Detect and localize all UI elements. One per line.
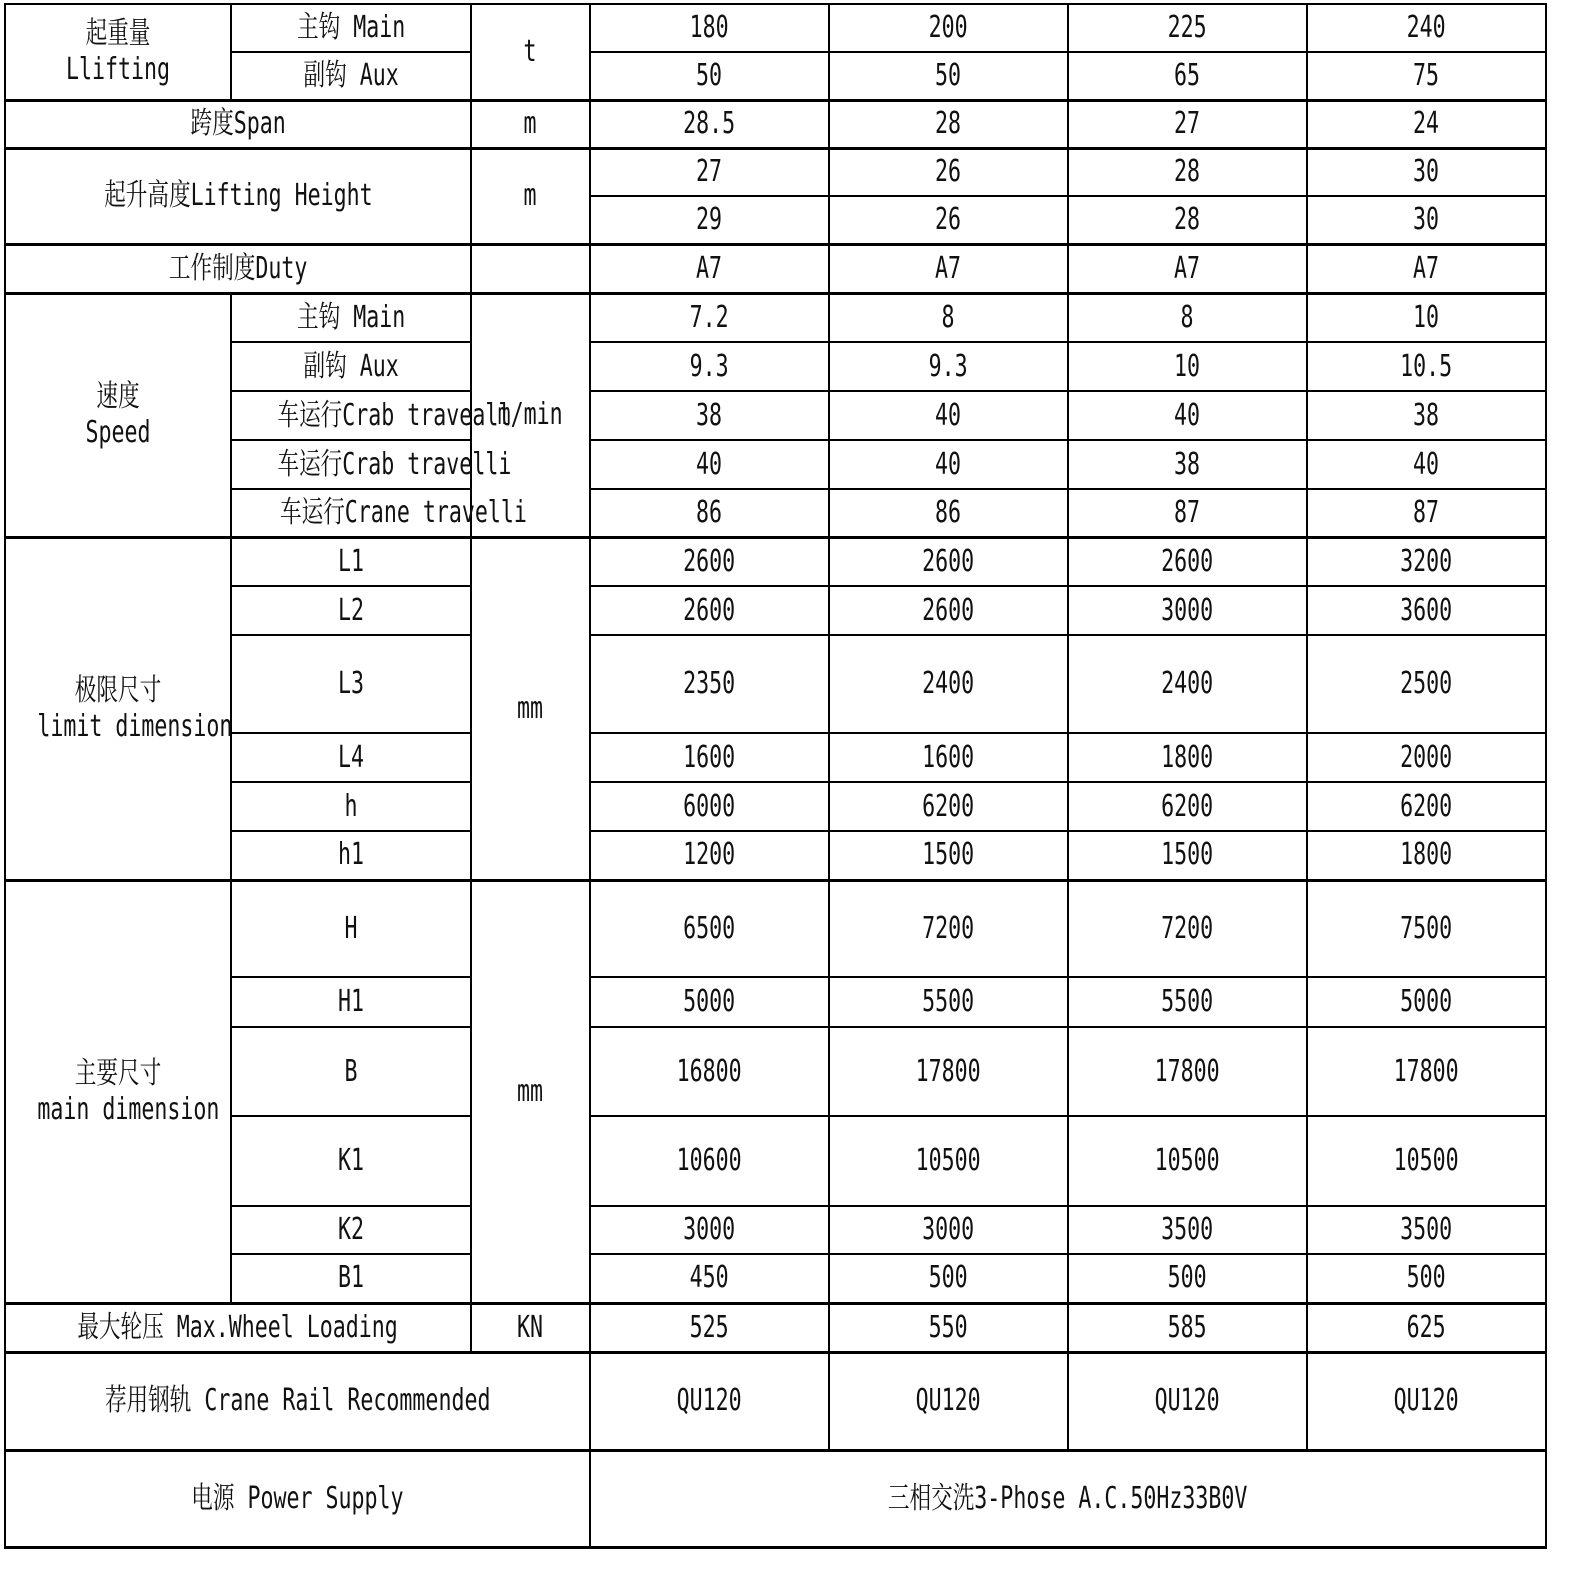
main-dimension-value: 10600 — [590, 1116, 829, 1206]
speed-value: 38 — [1068, 440, 1307, 489]
power-label: 电源 Power Supply — [5, 1450, 590, 1547]
main-dimension-value: 450 — [590, 1254, 829, 1303]
main-dimension-label-cn: 主要尺寸 — [74, 1055, 162, 1091]
main-dimension-value: 500 — [1068, 1254, 1307, 1303]
rail-label: 荐用钢轨 Crane Rail Recommended — [5, 1352, 590, 1450]
lifting-height-value: 28 — [1068, 196, 1307, 244]
limit-dimension-value: 1800 — [1307, 831, 1546, 880]
lifting-height-value: 29 — [590, 196, 829, 244]
limit-dimension-value: 2400 — [829, 635, 1068, 733]
span-value: 28 — [829, 100, 1068, 148]
limit-dimension-row-label: L3 — [231, 635, 471, 733]
duty-value: A7 — [1307, 244, 1546, 293]
speed-value: 10.5 — [1307, 342, 1546, 391]
limit-dimension-row-label: L2 — [231, 586, 471, 635]
speed-row-label: 车运行Crane travelli — [231, 489, 471, 537]
limit-dimension-value: 6200 — [1068, 782, 1307, 831]
lifting-height-value: 30 — [1307, 148, 1546, 196]
limit-dimension-row-label: L1 — [231, 537, 471, 586]
main-dimension-value: 7200 — [1068, 880, 1307, 977]
speed-value: 38 — [590, 391, 829, 440]
limit-dimension-value: 1600 — [590, 733, 829, 782]
speed-group-label — [5, 293, 231, 537]
limit-dimension-value: 1500 — [1068, 831, 1307, 880]
limit-dimension-value: 2600 — [829, 537, 1068, 586]
main-dimension-group-label — [5, 880, 231, 1303]
limit-dimension-value: 2600 — [590, 586, 829, 635]
main-dimension-value: 5500 — [1068, 977, 1307, 1027]
speed-value: 9.3 — [590, 342, 829, 391]
speed-value: 10 — [1307, 293, 1546, 342]
wheel-loading-unit: KN — [471, 1303, 590, 1352]
limit-dimension-value: 2600 — [1068, 537, 1307, 586]
duty-value: A7 — [829, 244, 1068, 293]
main-dimension-row-label: B1 — [231, 1254, 471, 1303]
speed-value: 40 — [829, 391, 1068, 440]
power-value: 三相交洗3-Phose A.C.50Hz33B0V — [590, 1450, 1546, 1547]
lifting-group-label — [5, 4, 231, 100]
lifting-main-value: 200 — [829, 4, 1068, 52]
main-dimension-row-label: K1 — [231, 1116, 471, 1206]
limit-dimension-label-cn: 极限尺寸 — [74, 672, 162, 708]
wheel-loading-label: 最大轮压 Max.Wheel Loading — [5, 1303, 471, 1352]
lifting-aux-value: 50 — [829, 52, 1068, 100]
main-dimension-value: 3500 — [1307, 1206, 1546, 1254]
main-dimension-value: 10500 — [1068, 1116, 1307, 1206]
speed-value: 86 — [590, 489, 829, 537]
duty-value: A7 — [590, 244, 829, 293]
limit-dimension-value: 1600 — [829, 733, 1068, 782]
lifting-height-label: 起升高度Lifting Height — [5, 148, 471, 244]
limit-dimension-value: 6000 — [590, 782, 829, 831]
limit-dimension-value: 6200 — [829, 782, 1068, 831]
lifting-unit: t — [471, 4, 590, 100]
main-dimension-value: 7200 — [829, 880, 1068, 977]
lifting-main-label: 主钩 Main — [231, 4, 471, 52]
limit-dimension-value: 6200 — [1307, 782, 1546, 831]
lifting-main-value: 225 — [1068, 4, 1307, 52]
main-dimension-value: 6500 — [590, 880, 829, 977]
main-dimension-label-en: main dimension — [37, 1091, 220, 1127]
limit-dimension-group-label — [5, 537, 231, 880]
main-dimension-unit: mm — [471, 880, 590, 1303]
span-value: 28.5 — [590, 100, 829, 148]
main-dimension-value: 10500 — [1307, 1116, 1546, 1206]
main-dimension-value: 5000 — [590, 977, 829, 1027]
duty-value: A7 — [1068, 244, 1307, 293]
wheel-loading-value: 585 — [1068, 1303, 1307, 1352]
lifting-height-value: 30 — [1307, 196, 1546, 244]
speed-value: 87 — [1307, 489, 1546, 537]
rail-value: QU120 — [829, 1352, 1068, 1450]
speed-label-en: Speed — [85, 415, 151, 450]
main-dimension-value: 3500 — [1068, 1206, 1307, 1254]
lifting-aux-label: 副钩 Aux — [231, 52, 471, 100]
speed-value: 38 — [1307, 391, 1546, 440]
speed-row-label: 车运行Crab travelli — [231, 440, 471, 489]
speed-value: 40 — [590, 440, 829, 489]
rail-value: QU120 — [1068, 1352, 1307, 1450]
main-dimension-value: 5000 — [1307, 977, 1546, 1027]
main-dimension-value: 7500 — [1307, 880, 1546, 977]
lifting-aux-value: 65 — [1068, 52, 1307, 100]
main-dimension-value: 3000 — [590, 1206, 829, 1254]
main-dimension-value: 500 — [1307, 1254, 1546, 1303]
rail-value: QU120 — [590, 1352, 829, 1450]
speed-unit: m/min — [471, 293, 590, 537]
limit-dimension-value: 2500 — [1307, 635, 1546, 733]
limit-dimension-row-label: L4 — [231, 733, 471, 782]
lifting-main-value: 180 — [590, 4, 829, 52]
duty-label: 工作制度Duty — [5, 244, 471, 293]
limit-dimension-row-label: h — [231, 782, 471, 831]
main-dimension-row-label: B — [231, 1027, 471, 1116]
limit-dimension-value: 2350 — [590, 635, 829, 733]
limit-dimension-value: 2600 — [829, 586, 1068, 635]
lifting-aux-value: 75 — [1307, 52, 1546, 100]
wheel-loading-value: 625 — [1307, 1303, 1546, 1352]
lifting-label-cn: 起重量 — [85, 15, 151, 51]
main-dimension-value: 10500 — [829, 1116, 1068, 1206]
speed-label-cn: 速度 — [96, 379, 140, 414]
limit-dimension-value: 1500 — [829, 831, 1068, 880]
lifting-height-unit: m — [471, 148, 590, 244]
main-dimension-row-label: K2 — [231, 1206, 471, 1254]
main-dimension-row-label: H1 — [231, 977, 471, 1027]
limit-dimension-label-en: limit dimension — [37, 708, 233, 744]
main-dimension-value: 17800 — [1307, 1027, 1546, 1116]
speed-value: 7.2 — [590, 293, 829, 342]
main-dimension-row-label: H — [231, 880, 471, 977]
main-dimension-value: 3000 — [829, 1206, 1068, 1254]
duty-unit — [471, 244, 590, 293]
limit-dimension-value: 2600 — [590, 537, 829, 586]
speed-value: 40 — [829, 440, 1068, 489]
limit-dimension-unit: mm — [471, 537, 590, 880]
span-value: 27 — [1068, 100, 1307, 148]
speed-value: 40 — [1068, 391, 1307, 440]
limit-dimension-value: 3000 — [1068, 586, 1307, 635]
lifting-height-value: 27 — [590, 148, 829, 196]
main-dimension-value: 5500 — [829, 977, 1068, 1027]
limit-dimension-value: 1200 — [590, 831, 829, 880]
main-dimension-value: 500 — [829, 1254, 1068, 1303]
lifting-label-en: Llifting — [65, 51, 171, 87]
speed-row-label: 副钩 Aux — [231, 342, 471, 391]
span-value: 24 — [1307, 100, 1546, 148]
limit-dimension-value: 3200 — [1307, 537, 1546, 586]
speed-value: 87 — [1068, 489, 1307, 537]
limit-dimension-row-label: h1 — [231, 831, 471, 880]
speed-value: 8 — [829, 293, 1068, 342]
speed-value: 9.3 — [829, 342, 1068, 391]
main-dimension-value: 16800 — [590, 1027, 829, 1116]
limit-dimension-value: 2400 — [1068, 635, 1307, 733]
limit-dimension-value: 3600 — [1307, 586, 1546, 635]
speed-row-label: 车运行Crab traveall — [231, 391, 471, 440]
span-label: 跨度Span — [5, 100, 471, 148]
speed-value: 10 — [1068, 342, 1307, 391]
lifting-height-value: 28 — [1068, 148, 1307, 196]
speed-value: 40 — [1307, 440, 1546, 489]
lifting-aux-value: 50 — [590, 52, 829, 100]
limit-dimension-value: 2000 — [1307, 733, 1546, 782]
wheel-loading-value: 550 — [829, 1303, 1068, 1352]
lifting-height-value: 26 — [829, 196, 1068, 244]
speed-row-label: 主钩 Main — [231, 293, 471, 342]
rail-value: QU120 — [1307, 1352, 1546, 1450]
span-unit: m — [471, 100, 590, 148]
speed-value: 8 — [1068, 293, 1307, 342]
lifting-main-value: 240 — [1307, 4, 1546, 52]
crane-spec-table — [4, 3, 1547, 1549]
limit-dimension-value: 1800 — [1068, 733, 1307, 782]
main-dimension-value: 17800 — [829, 1027, 1068, 1116]
main-dimension-value: 17800 — [1068, 1027, 1307, 1116]
wheel-loading-value: 525 — [590, 1303, 829, 1352]
lifting-height-value: 26 — [829, 148, 1068, 196]
speed-value: 86 — [829, 489, 1068, 537]
